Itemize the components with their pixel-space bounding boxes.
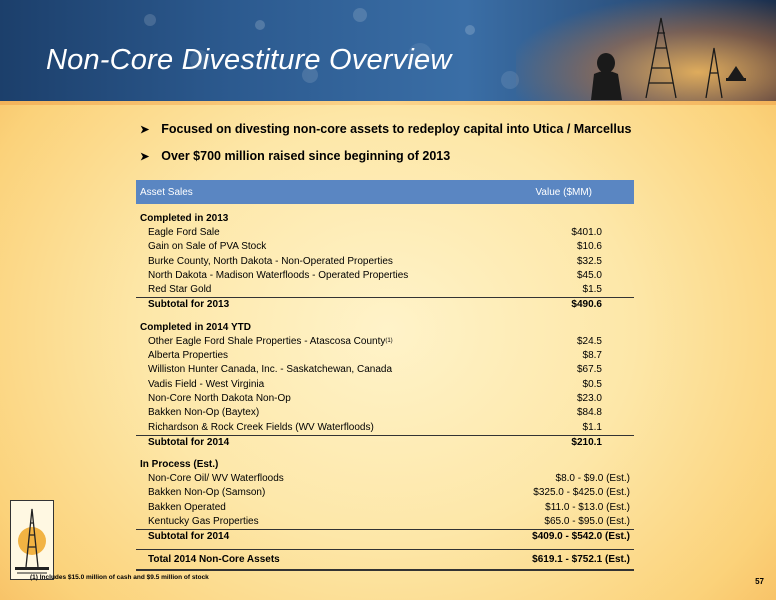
header-asset-sales: Asset Sales — [140, 186, 193, 198]
row-value: $8.7 — [582, 350, 602, 362]
row-value: $325.0 - $425.0 (Est.) — [533, 487, 630, 499]
table-row — [136, 255, 634, 269]
bullet-item — [140, 149, 631, 163]
row-value: $11.0 - $13.0 (Est.) — [545, 501, 630, 513]
table-row — [136, 501, 634, 515]
subtotal-label: Subtotal for 2014 — [148, 436, 230, 448]
bullet-list — [140, 122, 631, 176]
table-row — [136, 226, 634, 240]
subtotal-value: $490.6 — [571, 299, 602, 311]
header-banner — [0, 0, 776, 103]
row-label: Alberta Properties — [148, 350, 229, 362]
row-label: Williston Hunter Canada, Inc. - Saskatchewan, Canada — [148, 364, 393, 376]
asset-sales-table — [136, 180, 634, 571]
section-heading: In Process (Est.) — [140, 459, 219, 471]
row-value: $1.5 — [582, 284, 602, 296]
oil-rig-silhouette-icon — [536, 8, 756, 100]
header-value: Value ($MM) — [535, 186, 592, 198]
row-value: $84.8 — [576, 407, 602, 419]
table-row — [136, 283, 634, 297]
table-row — [136, 378, 634, 392]
page-number: 57 — [755, 577, 764, 586]
row-value: $8.0 - $9.0 (Est.) — [555, 473, 630, 485]
row-label-text: Other Eagle Ford Shale Properties - Atascosa County — [148, 335, 386, 347]
bullet-text: Focused on divesting non-core assets to redeploy capital into Utica / Marcellus — [161, 122, 632, 136]
row-label: Eagle Ford Sale — [148, 227, 220, 238]
table-header — [136, 180, 634, 204]
company-logo — [10, 500, 54, 580]
row-label: Red Star Gold — [148, 284, 212, 296]
table-row — [136, 269, 634, 283]
row-label: Vadis Field - West Virginia — [148, 378, 265, 390]
section-heading: Completed in 2014 YTD — [140, 321, 251, 333]
row-label: North Dakota - Madison Waterfloods - Operated Properties — [148, 269, 409, 281]
subtotal-value: $210.1 — [571, 436, 602, 448]
table-row — [136, 421, 634, 435]
table-row — [136, 486, 634, 500]
arrow-bullet-icon: ➤ — [140, 150, 150, 163]
footnote: (1) Includes $15.0 million of cash and $9.5 million of stock — [30, 574, 209, 581]
bullet-item — [140, 122, 631, 136]
row-value: $32.5 — [576, 255, 602, 267]
section-heading: Completed in 2013 — [140, 213, 229, 224]
row-label: Non-Core North Dakota Non-Op — [148, 392, 291, 404]
row-label — [148, 335, 393, 349]
row-label: Gain on Sale of PVA Stock — [148, 241, 267, 253]
row-label: Burke County, North Dakota - Non-Operated Properties — [148, 255, 393, 267]
row-value: $24.5 — [576, 335, 602, 347]
row-label: Kentucky Gas Properties — [148, 516, 259, 528]
table-row — [136, 472, 634, 486]
row-label: Richardson & Rock Creek Fields (WV Waterfloods) — [148, 421, 374, 433]
row-value: $23.0 — [576, 392, 602, 404]
arrow-bullet-icon: ➤ — [140, 123, 150, 136]
subtotal-label: Subtotal for 2014 — [148, 531, 230, 543]
row-label: Bakken Non-Op (Baytex) — [148, 407, 260, 419]
subtotal-row — [136, 297, 634, 312]
row-label: Non-Core Oil/ WV Waterfloods — [148, 473, 284, 485]
subtotal-row — [136, 435, 634, 450]
row-label: Bakken Operated — [148, 501, 226, 513]
row-value: $401.0 — [571, 227, 602, 238]
page-title: Non-Core Divestiture Overview — [46, 44, 452, 76]
table-row — [136, 240, 634, 254]
table-row — [136, 515, 634, 529]
row-value: $10.6 — [576, 241, 602, 253]
footnote-marker: (1) — [385, 337, 393, 344]
bullet-text: Over $700 million raised since beginning of 2013 — [161, 149, 451, 163]
header-divider — [0, 101, 776, 105]
row-value: $65.0 - $95.0 (Est.) — [544, 516, 630, 528]
subtotal-row — [136, 529, 634, 544]
row-value: $0.5 — [582, 378, 602, 390]
row-value: $45.0 — [576, 269, 602, 281]
table-row — [136, 392, 634, 406]
table-row — [136, 335, 634, 349]
row-value: $67.5 — [576, 364, 602, 376]
total-row — [136, 549, 634, 571]
row-value: $1.1 — [582, 421, 602, 433]
table-row — [136, 406, 634, 420]
table-row — [136, 349, 634, 363]
total-label: Total 2014 Non-Core Assets — [148, 553, 280, 565]
subtotal-label: Subtotal for 2013 — [148, 299, 230, 311]
subtotal-value: $409.0 - $542.0 (Est.) — [532, 531, 630, 543]
row-label: Bakken Non-Op (Samson) — [148, 487, 266, 499]
total-value: $619.1 - $752.1 (Est.) — [532, 553, 630, 565]
table-row — [136, 363, 634, 377]
